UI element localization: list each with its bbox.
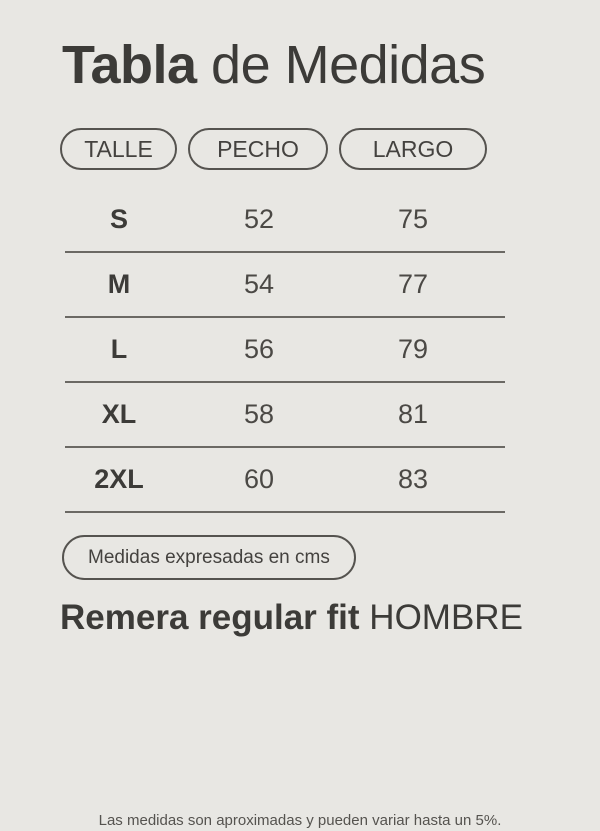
size-cell: M: [107, 269, 131, 299]
size-cell: XL: [101, 399, 137, 429]
table-row: [65, 448, 505, 513]
pecho-cell: 54: [243, 269, 275, 299]
pecho-cell: 56: [243, 334, 275, 364]
product-title-rest: HOMBRE: [359, 598, 523, 637]
pecho-cell: 58: [243, 399, 275, 429]
size-table: [65, 188, 505, 513]
table-row: [65, 253, 505, 318]
page-title-rest: de Medidas: [196, 35, 486, 95]
page-title: [62, 32, 600, 98]
page-title-bold: Tabla: [62, 35, 197, 95]
disclaimer-text: Las medidas son aproximadas y pueden variar hasta un 5%.: [98, 812, 502, 829]
table-row: [65, 188, 505, 253]
product-title: [60, 596, 600, 640]
size-cell: S: [109, 204, 128, 234]
pecho-cell: 52: [243, 204, 275, 234]
size-cell: 2XL: [94, 464, 144, 494]
table-row: [65, 383, 505, 448]
largo-cell: 77: [397, 269, 429, 299]
units-note-pill: Medidas expresadas en cms: [62, 535, 356, 580]
pecho-cell: 60: [243, 464, 275, 494]
table-row: [65, 318, 505, 383]
header-pill-pecho: PECHO: [188, 128, 328, 170]
largo-cell: 75: [397, 204, 429, 234]
largo-cell: 79: [397, 334, 429, 364]
table-header-row: [60, 128, 600, 170]
largo-cell: 83: [397, 464, 429, 494]
header-pill-largo: LARGO: [339, 128, 487, 170]
header-pill-talle: TALLE: [60, 128, 177, 170]
size-chart-page: [0, 32, 600, 831]
product-title-bold: Remera regular fit: [60, 598, 360, 637]
largo-cell: 81: [397, 399, 429, 429]
size-cell: L: [110, 334, 128, 364]
